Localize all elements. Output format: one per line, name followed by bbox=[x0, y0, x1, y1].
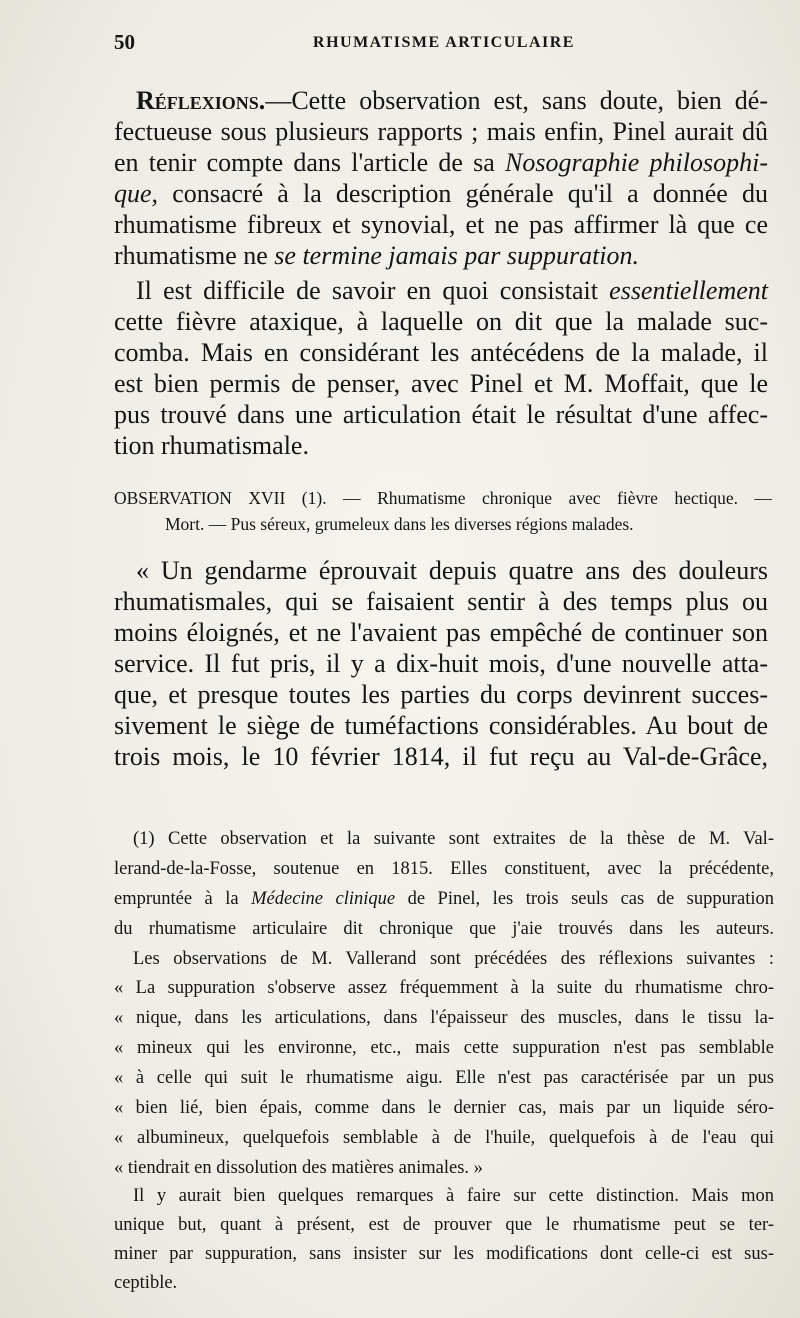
text-line: moins éloignés, et ne l'avaient pas empêché de continuer son bbox=[114, 618, 768, 647]
text-span: —Cette observation est, sans doute, bien dé- bbox=[265, 86, 768, 115]
quote-line: « nique, dans les articulations, dans l'épaisseur des muscles, dans le tissu la- bbox=[114, 1008, 774, 1028]
text-line bbox=[114, 241, 768, 271]
text-span: est bien permis de penser, avec Pinel et M. Moffait, que le bbox=[114, 369, 768, 398]
text-line bbox=[136, 86, 768, 116]
text-span: (1) Cette observation et la suivante sont extraites de la thèse de M. Val- bbox=[133, 829, 774, 849]
text-line: rhumatismales, qui se faisaient sentir à des temps plus ou bbox=[114, 587, 768, 616]
emphasis-italic: essentiellement bbox=[609, 276, 768, 305]
running-title: RHUMATISME ARTICULAIRE bbox=[313, 34, 575, 51]
section-label-reflexions: Réflexions. bbox=[136, 86, 266, 115]
footnote-line: ceptible. bbox=[114, 1273, 178, 1293]
book-title-italic: que, bbox=[114, 179, 159, 208]
text-line bbox=[114, 148, 768, 178]
text-line bbox=[114, 369, 768, 399]
text-span: pus trouvé dans une articulation était le résultat d'une affec- bbox=[114, 400, 768, 429]
quote-line: « tiendrait en dissolution des matières animales. » bbox=[114, 1158, 483, 1178]
footnote-line bbox=[114, 886, 774, 912]
text-line: service. Il fut pris, il y a dix-huit mois, d'une nouvelle atta- bbox=[114, 649, 768, 678]
footnote-line: Il y aurait bien quelques remarques à faire sur cette distinction. Mais mon bbox=[133, 1186, 774, 1206]
page-header bbox=[114, 30, 774, 60]
text-span: Il est difficile de savoir en quoi consistait bbox=[136, 276, 610, 305]
footnote-line: unique but, quant à présent, est de prouver que le rhumatisme peut se ter- bbox=[114, 1215, 774, 1235]
text-span: empruntée à la bbox=[114, 889, 252, 909]
book-title-italic: Médecine clinique bbox=[251, 889, 396, 909]
footnote-line bbox=[114, 916, 774, 942]
quote-line: « albumineux, quelquefois semblable à de l'huile, quelquefois à de l'eau qui bbox=[114, 1128, 774, 1148]
text-line bbox=[114, 307, 768, 337]
text-line bbox=[114, 431, 768, 461]
text-span: lerand-de-la-Fosse, soutenue en 1815. Elles constituent, avec la précédente, bbox=[114, 859, 774, 879]
observation-heading: OBSERVATION XVII (1). — Rhumatisme chronique avec fièvre hectique. — bbox=[114, 488, 772, 508]
quote-line: « à celle qui suit le rhumatisme aigu. Elle n'est pas caractérisée par un pus bbox=[114, 1068, 774, 1088]
text-line: que, et presque toutes les parties du corps devinrent succes- bbox=[114, 680, 768, 709]
text-span: de Pinel, les trois seuls cas de suppuration bbox=[395, 889, 774, 909]
text-line bbox=[114, 210, 768, 240]
text-span: fectueuse sous plusieurs rapports ; mais enfin, Pinel aurait dû bbox=[114, 117, 768, 146]
text-line bbox=[114, 117, 768, 147]
quote-line: « La suppuration s'observe assez fréquemment à la suite du rhumatisme chro- bbox=[114, 978, 774, 998]
text-span: cette fièvre ataxique, à laquelle on dit que la malade suc- bbox=[114, 307, 768, 336]
text-span: du rhumatisme articulaire dit chronique que j'aie trouvés dans les auteurs. bbox=[114, 919, 774, 939]
text-span: tion rhumatismale. bbox=[114, 431, 309, 460]
text-line bbox=[114, 179, 768, 209]
quote-line: « mineux qui les environne, etc., mais cette suppuration n'est pas semblable bbox=[114, 1038, 774, 1058]
footnote-line bbox=[114, 856, 774, 882]
text-line: trois mois, le 10 février 1814, il fut reçu au Val-de-Grâce, bbox=[114, 742, 768, 771]
footnote-line bbox=[133, 826, 774, 852]
text-line: sivement le siège de tuméfactions considérables. Au bout de bbox=[114, 711, 768, 740]
text-span: rhumatisme fibreux et synovial, et ne pas affirmer là que ce bbox=[114, 210, 768, 239]
text-line bbox=[136, 276, 768, 306]
text-line bbox=[114, 338, 768, 368]
text-span: consacré à la description générale qu'il a donnée du bbox=[158, 179, 768, 208]
text-span: rhumatisme ne bbox=[114, 241, 275, 270]
text-span: comba. Mais en considérant les antécédens de la malade, il bbox=[114, 338, 768, 367]
text-line bbox=[114, 400, 768, 430]
emphasis-italic: se termine jamais par suppuration. bbox=[274, 241, 640, 270]
book-title-italic: Nosographie philosophi- bbox=[504, 148, 768, 177]
footnote-line: Les observations de M. Vallerand sont précédées des réflexions suivantes : bbox=[133, 949, 774, 969]
quote-line: « bien lié, bien épais, comme dans le dernier cas, mais par un liquide séro- bbox=[114, 1098, 774, 1118]
text-span: en tenir compte dans l'article de sa bbox=[114, 148, 505, 177]
observation-subheading: Mort. — Pus séreux, grumeleux dans les diverses régions malades. bbox=[165, 514, 634, 534]
text-line: « Un gendarme éprouvait depuis quatre ans des douleurs bbox=[136, 556, 768, 585]
page-number: 50 bbox=[114, 30, 135, 54]
footnote-line: miner par suppuration, sans insister sur les modifications dont celle-ci est sus- bbox=[114, 1244, 774, 1264]
